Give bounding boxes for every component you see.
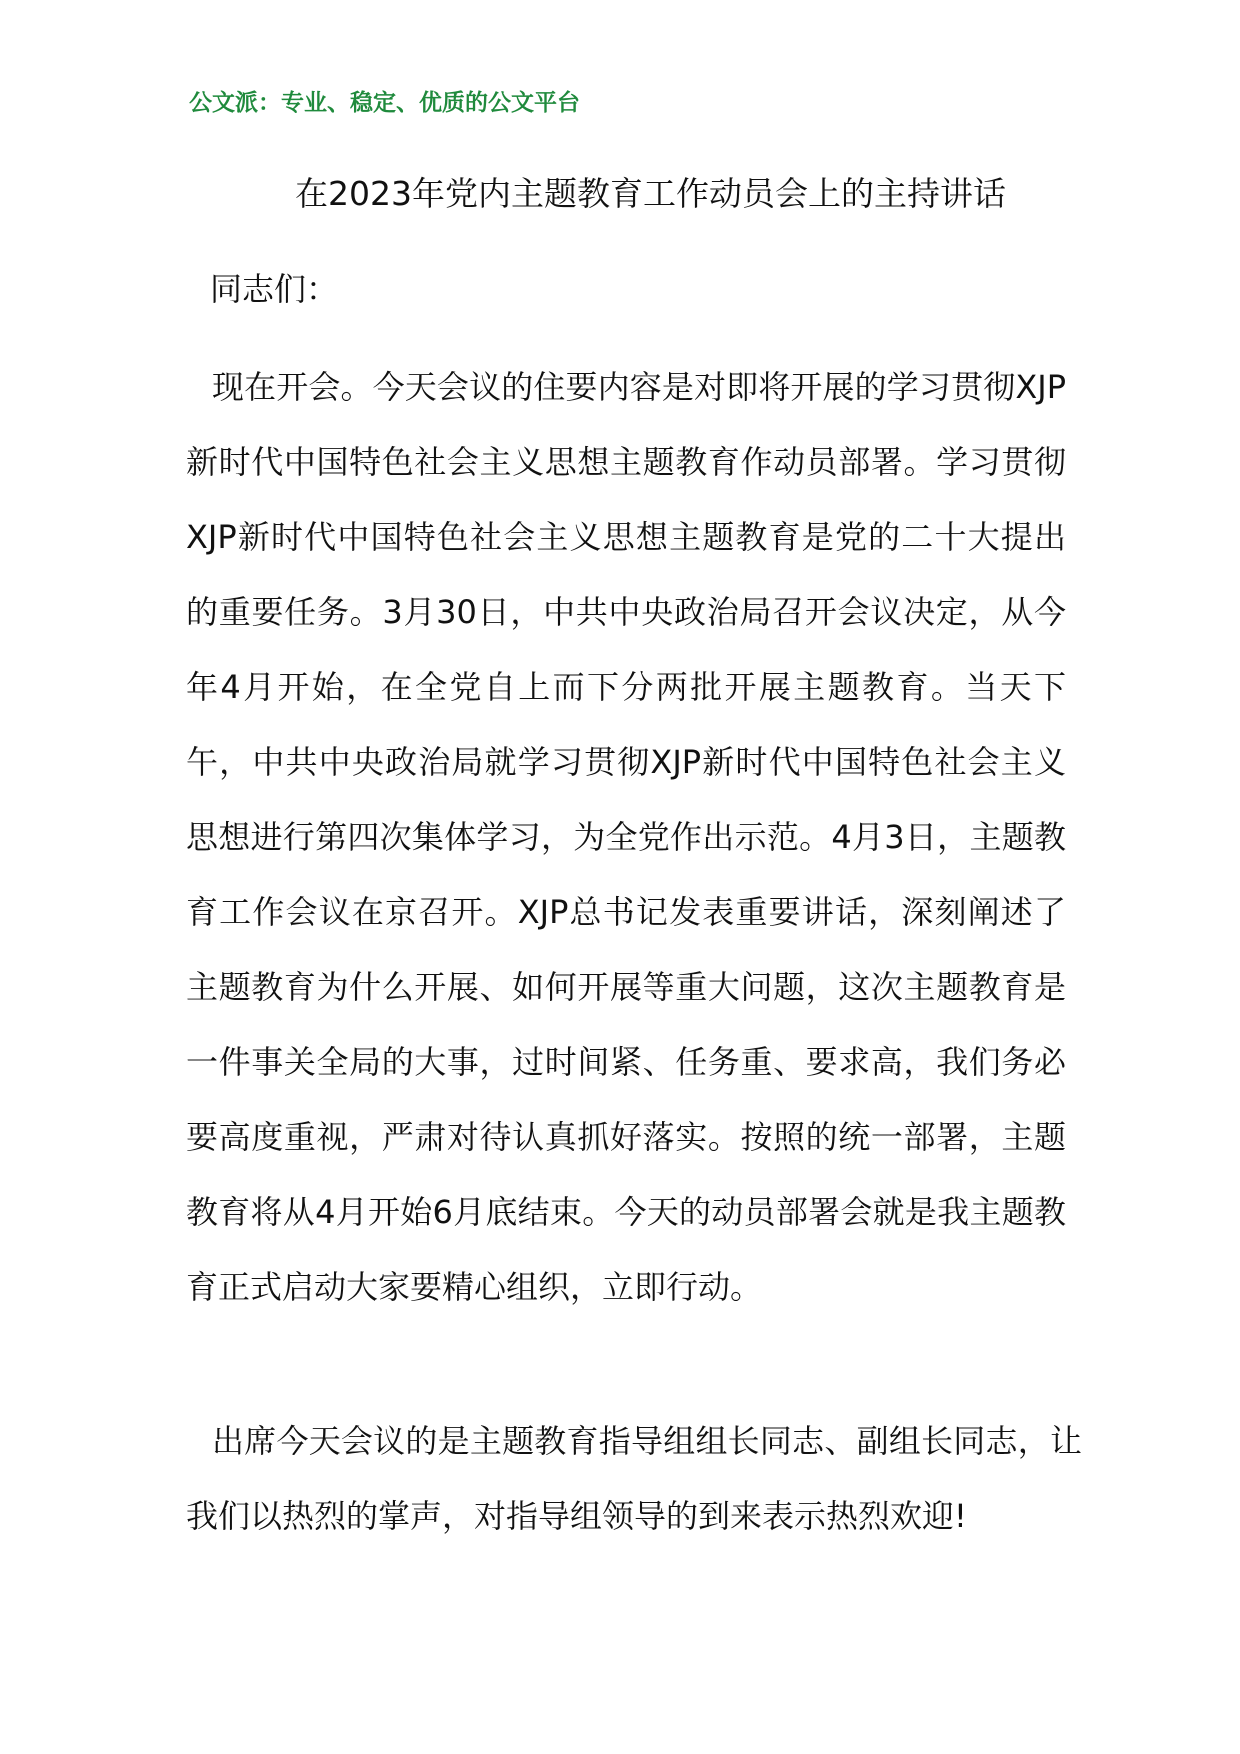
brand-header: 公文派：专业、稳定、优质的公文平台 <box>189 89 580 116</box>
paragraph-1: 现在开会。今天会议的住要内容是对即将开展的学习贯彻XJP新时代中国特色社会主义思想主题教育作动员部署。学习贯彻XJP新时代中国特色社会主义思想主题教育是党的二十大提出的重要任务。3月30日，中共中央政治局召开会议决定，从今年4月开始，在全党自上而下分两批开展主题教育。当天下午，中共中央政治局就学习贯彻XJP新时代中国特色社会主义思想进行第四次集体学习，为全党作出示范。4月3日，主题教育工作会议在京召开。XJP总书记发表重要讲话，深刻阐述了主题教育为什么开展、如何开展等重大问题，这次主题教育是一件事关全局的大事，过时间紧、任务重、要求高，我们务必要高度重视，严肃对待认真抓好落实。按照的统一部署，主题教育将从4月开始6月底结束。今天的动员部署会就是我主题教育正式启动大家要精心组织，立即行动。 <box>186 368 1066 1306</box>
salutation: 同志们： <box>210 270 339 308</box>
paragraph-2: 出席今天会议的是主题教育指导组组长同志、副组长同志，让我们以热烈的掌声，对指导组领导的到来表示热烈欢迎! <box>186 1422 1082 1535</box>
document-title: 在2023年党内主题教育工作动员会上的主持讲话 <box>295 174 1006 213</box>
